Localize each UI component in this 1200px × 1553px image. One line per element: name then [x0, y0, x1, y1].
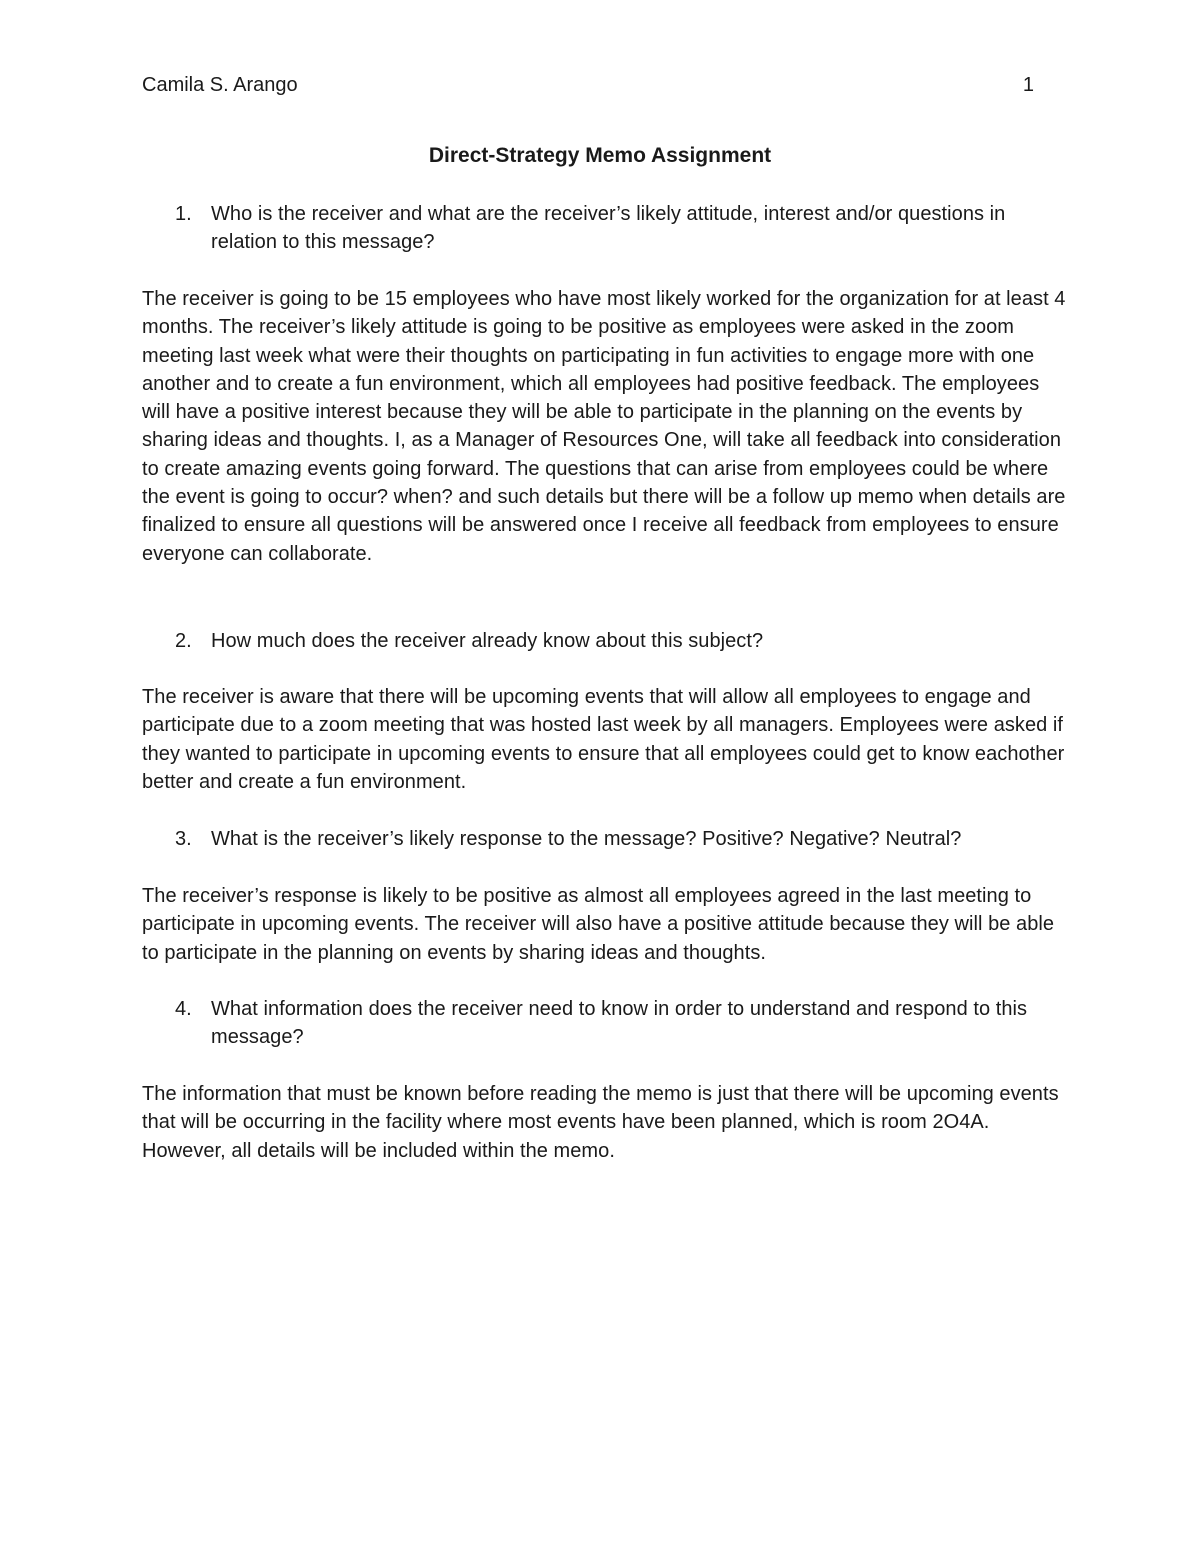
- question-item: [142, 627, 1066, 655]
- question-number: 1.: [175, 203, 192, 225]
- answer-block-2: [142, 683, 1066, 796]
- question-text: How much does the receiver already know about this subject?: [211, 630, 764, 652]
- answer-paragraph: The receiver is going to be 15 employees who have most likely worked for the organization for at least 4 months. The receiver’s likely attitude is going to be positive as employees were asked in the zoom meeting last week what were their thoughts on participating in fun activities to engage more with one another and to create a fun environment, which all employees had positive feedback. The employees will have a positive interest because they will be able to participate in the planning on the events by sharing ideas and thoughts. I, as a Manager of Resources One, will take all feedback into consideration to create amazing events going forward. The questions that can arise from employees could be where the event is going to occur? when? and such details but there will be a follow up memo when details are finalized to ensure all questions will be answered once I receive all feedback from employees to ensure everyone can collaborate.: [142, 288, 1066, 565]
- page-header: [142, 71, 1034, 99]
- page-number: 1: [1022, 74, 1034, 96]
- question-item: [142, 995, 1066, 1052]
- question-item: [142, 200, 1066, 257]
- question-text: What is the receiver’s likely response to the message? Positive? Negative? Neutral?: [211, 828, 962, 850]
- question-number: 2.: [175, 630, 192, 652]
- question-number: 4.: [175, 998, 192, 1020]
- answer-paragraph: The receiver’s response is likely to be positive as almost all employees agreed in the last meeting to participate in upcoming events. The receiver will also have a positive attitude because they will be able to participate in the planning on events by sharing ideas and thoughts.: [142, 885, 1055, 964]
- document-title: Direct-Strategy Memo Assignment: [428, 144, 772, 167]
- answer-paragraph: The receiver is aware that there will be upcoming events that will allow all employees to engage and participate due to a zoom meeting that was hosted last week by all managers. Employees were asked if they wanted to participate in upcoming events to ensure that all employees could get to know eachother better and create a fun environment.: [142, 686, 1065, 793]
- author-name: Camila S. Arango: [142, 74, 298, 96]
- answer-block-4: [142, 1080, 1066, 1165]
- answer-block-1: [142, 285, 1066, 568]
- question-text: Who is the receiver and what are the receiver’s likely attitude, interest and/or questions in relation to this message?: [211, 203, 1006, 254]
- answer-paragraph: The information that must be known before reading the memo is just that there will be upcoming events that will be occurring in the facility where most events have been planned, which is room 2O4A. However, all details will be included within the memo.: [142, 1083, 1059, 1162]
- question-number: 3.: [175, 828, 192, 850]
- answer-block-3: [142, 882, 1066, 967]
- question-item: [142, 825, 1066, 853]
- question-text: What information does the receiver need to know in order to understand and respond to this message?: [211, 998, 1028, 1049]
